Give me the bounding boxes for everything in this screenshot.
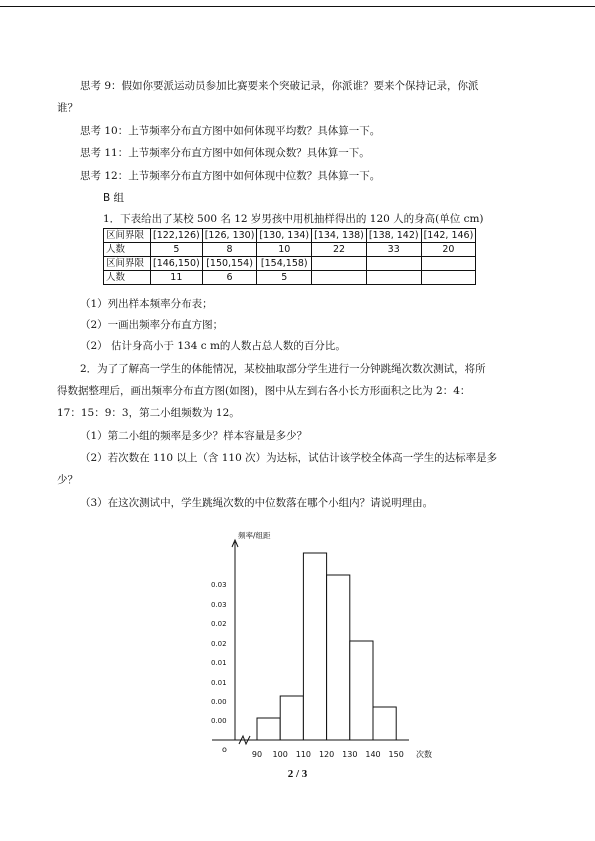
y-tick-label: 0.02 <box>211 640 227 648</box>
question-9-line2: 谁？ <box>57 102 78 114</box>
origin-label: o <box>222 745 227 754</box>
problem-1-step-2: （2）一画出频率分布直方图； <box>80 319 224 331</box>
y-tick-label: 0.01 <box>211 659 227 667</box>
problem-2-line2: 得数据整理后，画出频率分布直方图(如图)，图中从左到右各小长方形面积之比为 2：4： <box>57 385 471 397</box>
table-cell: [130, 134) <box>257 229 312 243</box>
table-row-header: 区间界限 <box>104 229 151 243</box>
y-tick-label: 0.03 <box>211 581 227 589</box>
x-tick-label: 100 <box>272 750 288 759</box>
page-number: 2 / 3 <box>287 768 308 780</box>
x-tick-label: 130 <box>342 750 358 759</box>
x-tick-label: 110 <box>295 750 312 759</box>
histogram-bar <box>303 553 326 740</box>
y-tick-label: 0.02 <box>211 620 227 628</box>
y-tick-label: 0.00 <box>211 698 227 706</box>
table-cell: 5 <box>257 271 312 285</box>
problem-1-intro: 1．下表给出了某校 500 名 12 岁男孩中用机抽样得出的 120 人的身高(单位 cm) <box>103 213 484 225</box>
table-cell: 22 <box>312 243 367 257</box>
histogram-bar <box>350 641 373 740</box>
axis-break-icon <box>239 736 250 744</box>
x-tick-label: 140 <box>365 750 381 759</box>
problem-1-step-3: （2） 估计身高小于 134 c m的人数占总人数的百分比。 <box>80 340 346 352</box>
problem-2-step-1: （1）第二小组的频率是多少？样本容量是多少？ <box>80 430 308 442</box>
problem-2-step-2-line2: 少？ <box>57 474 78 486</box>
x-axis-label: 次数 <box>416 750 432 759</box>
table-cell: [146,150) <box>151 257 203 271</box>
question-11: 思考 11：上节频率分布直方图中如何体现众数？具体算一下。 <box>80 147 370 159</box>
histogram-bar <box>280 696 303 740</box>
histogram-bar <box>373 707 396 740</box>
table-cell: 6 <box>202 271 257 285</box>
table-row-header: 区间界限 <box>104 257 151 271</box>
table-cell: [126, 130) <box>202 229 257 243</box>
table-cell: 11 <box>151 271 203 285</box>
histogram-bar <box>257 718 280 740</box>
x-tick-label: 90 <box>251 750 263 759</box>
y-tick-label: 0.01 <box>211 679 227 687</box>
table-row-header: 人数 <box>104 271 151 285</box>
table-row-header: 人数 <box>104 243 151 257</box>
problem-2-line3: 17：15：9：3，第二小组频数为 12。 <box>57 407 240 419</box>
table-cell: [150,154) <box>202 257 257 271</box>
x-tick-label: 150 <box>388 750 404 759</box>
y-tick-label: 0.03 <box>211 601 227 609</box>
table-cell: 33 <box>366 243 421 257</box>
table-cell: 20 <box>421 243 476 257</box>
table-cell: 10 <box>257 243 312 257</box>
table-cell: [122,126) <box>151 229 203 243</box>
table-cell: [154,158) <box>257 257 312 271</box>
question-9-line1: 思考 9：假如你要派运动员参加比赛要来个突破记录，你派谁？要来个保持记录，你派 <box>80 80 479 92</box>
y-tick-label: 0.00 <box>211 717 227 725</box>
x-tick-label: 120 <box>318 750 335 759</box>
question-12: 思考 12：上节频率分布直方图中如何体现中位数？具体算一下。 <box>80 170 381 182</box>
y-axis-label: 频率/组距 <box>238 531 271 540</box>
problem-1-step-1: （1）列出样本频率分布表； <box>80 298 213 310</box>
table-cell: 8 <box>202 243 257 257</box>
table-cell: [138, 142) <box>366 229 421 243</box>
table-cell: [134, 138) <box>312 229 367 243</box>
table-cell: [142, 146) <box>421 229 476 243</box>
problem-2-step-2-line1: （2）若次数在 110 以上（含 110 次）为达标，试估计该学校全体高一学生的达标率是多 <box>80 452 498 464</box>
table-cell: 5 <box>151 243 203 257</box>
group-b-heading: B 组 <box>103 192 125 204</box>
problem-2-step-3: （3）在这次测试中，学生跳绳次数的中位数落在哪个小组内？请说明理由。 <box>80 497 434 509</box>
question-10: 思考 10：上节频率分布直方图中如何体现平均数？具体算一下。 <box>80 125 381 137</box>
histogram-bar <box>327 575 350 740</box>
problem-2-line1: 2．为了了解高一学生的体能情况，某校抽取部分学生进行一分钟跳绳次数次测试，将所 <box>80 363 486 375</box>
